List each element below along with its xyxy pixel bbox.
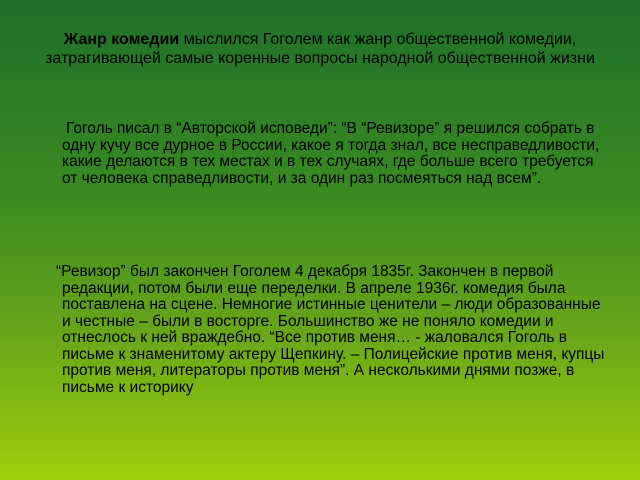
title-bold-term: Жанр комедии (63, 31, 180, 48)
paragraph-revizor-history: “Ревизор” был закончен Гоголем 4 декабря 1835г. Закончен в первой редакции, потом были еще переделки. В апреле 1936г. комедия была поставлена на сцене. Немногие истинные ценители – люди образованные и честные – были в восторге. Большинство же не поняло комедии и отнеслось к ней враждебно. “Все против меня… - жаловался Гоголь в письме к знаменитому актеру Щепкину. – Полицейские против меня, купцы против меня, литераторы против меня”. А несколькими днями позже, в письме к историку (56, 263, 605, 396)
slide-title (40, 30, 600, 68)
title-rest: мыслился Гоголем как жанр общественной комедии, затрагивающей самые коренные вопросы народной общественной жизни (45, 31, 595, 67)
paragraph-quote-author-confession: Гоголь писал в “Авторской исповеди”: “В “Ревизоре” я решился собрать в одну кучу все дурное в России, какое я тогда знал, все несправедливости, какие делаются в тех местах и в тех случаях, где больше всего требуется от человека справедливости, и за один раз посмеяться над всем”. (62, 120, 600, 187)
